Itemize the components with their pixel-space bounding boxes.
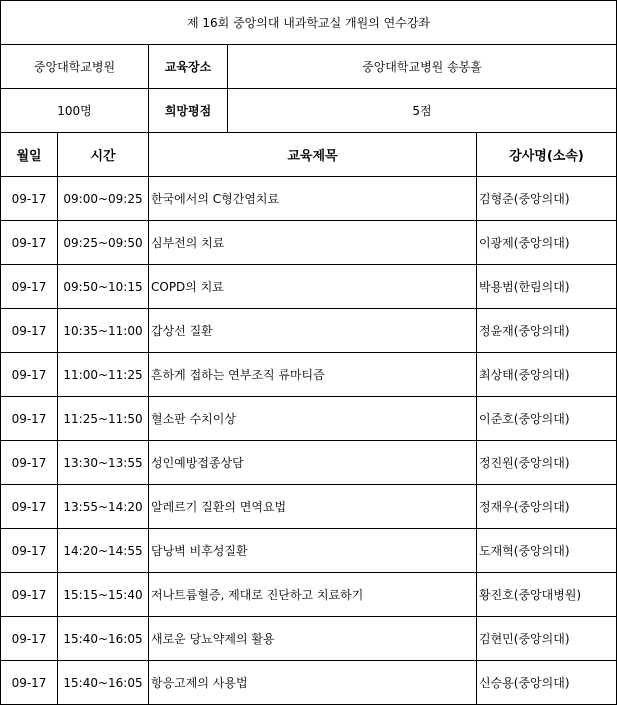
row-lecturer: 최상태(중앙의대): [477, 353, 617, 397]
row-time: 09:50~10:15: [58, 265, 149, 309]
host-hospital: 중앙대학교병원: [1, 45, 149, 89]
row-date: 09-17: [1, 617, 58, 661]
course-title: 제 16회 중앙의대 내과학교실 개원의 연수강좌: [1, 1, 617, 45]
schedule-body: [1, 1, 617, 705]
row-time: 10:35~11:00: [58, 309, 149, 353]
row-time: 11:25~11:50: [58, 397, 149, 441]
row-lecturer: 이광제(중앙의대): [477, 221, 617, 265]
points-label: 희망평점: [149, 89, 228, 133]
row-topic: 한국에서의 C형간염치료: [149, 177, 477, 221]
row-date: 09-17: [1, 661, 58, 705]
row-time: 13:30~13:55: [58, 441, 149, 485]
row-lecturer: 도재혁(중앙의대): [477, 529, 617, 573]
table-row: [1, 617, 617, 661]
row-lecturer: 신승용(중앙의대): [477, 661, 617, 705]
column-header-time: 시간: [58, 133, 149, 177]
table-row: [1, 573, 617, 617]
row-time: 14:20~14:55: [58, 529, 149, 573]
row-topic: 저나트륨혈증, 제대로 진단하고 치료하기: [149, 573, 477, 617]
row-topic: 흔하게 접하는 연부조직 류마티즘: [149, 353, 477, 397]
row-lecturer: 김현민(중앙의대): [477, 617, 617, 661]
row-date: 09-17: [1, 485, 58, 529]
column-header-topic: 교육제목: [149, 133, 477, 177]
row-date: 09-17: [1, 573, 58, 617]
row-time: 11:00~11:25: [58, 353, 149, 397]
row-date: 09-17: [1, 397, 58, 441]
row-date: 09-17: [1, 353, 58, 397]
row-topic: 담낭벽 비후성질환: [149, 529, 477, 573]
table-row: [1, 353, 617, 397]
row-date: 09-17: [1, 221, 58, 265]
row-date: 09-17: [1, 529, 58, 573]
column-header-lecturer: 강사명(소속): [477, 133, 617, 177]
row-lecturer: 정재우(중앙의대): [477, 485, 617, 529]
table-row: [1, 309, 617, 353]
info-row-points: [1, 89, 617, 133]
place-value: 중앙대학교병원 송봉홀: [228, 45, 617, 89]
points-value: 5점: [228, 89, 617, 133]
table-row: [1, 177, 617, 221]
table-row: [1, 529, 617, 573]
row-topic: 혈소판 수치이상: [149, 397, 477, 441]
row-topic: 심부전의 치료: [149, 221, 477, 265]
row-time: 15:40~16:05: [58, 661, 149, 705]
row-time: 15:15~15:40: [58, 573, 149, 617]
row-topic: 성인예방접종상담: [149, 441, 477, 485]
row-date: 09-17: [1, 265, 58, 309]
table-row: [1, 485, 617, 529]
row-topic: 항응고제의 사용법: [149, 661, 477, 705]
row-lecturer: 정진원(중앙의대): [477, 441, 617, 485]
capacity: 100명: [1, 89, 149, 133]
row-time: 09:25~09:50: [58, 221, 149, 265]
title-row: [1, 1, 617, 45]
place-label: 교육장소: [149, 45, 228, 89]
row-date: 09-17: [1, 309, 58, 353]
row-lecturer: 황진호(중앙대병원): [477, 573, 617, 617]
row-date: 09-17: [1, 177, 58, 221]
table-row: [1, 265, 617, 309]
row-time: 15:40~16:05: [58, 617, 149, 661]
row-lecturer: 김형준(중앙의대): [477, 177, 617, 221]
row-topic: 알레르기 질환의 면역요법: [149, 485, 477, 529]
row-time: 09:00~09:25: [58, 177, 149, 221]
row-topic: 갑상선 질환: [149, 309, 477, 353]
row-date: 09-17: [1, 441, 58, 485]
table-row: [1, 397, 617, 441]
info-row-place: [1, 45, 617, 89]
row-topic: COPD의 치료: [149, 265, 477, 309]
table-row: [1, 221, 617, 265]
header-row: [1, 133, 617, 177]
row-time: 13:55~14:20: [58, 485, 149, 529]
row-lecturer: 정윤재(중앙의대): [477, 309, 617, 353]
column-header-date: 월일: [1, 133, 58, 177]
row-lecturer: 이준호(중앙의대): [477, 397, 617, 441]
table-row: [1, 441, 617, 485]
row-lecturer: 박용범(한림의대): [477, 265, 617, 309]
row-topic: 새로운 당뇨약제의 활용: [149, 617, 477, 661]
table-row: [1, 661, 617, 705]
